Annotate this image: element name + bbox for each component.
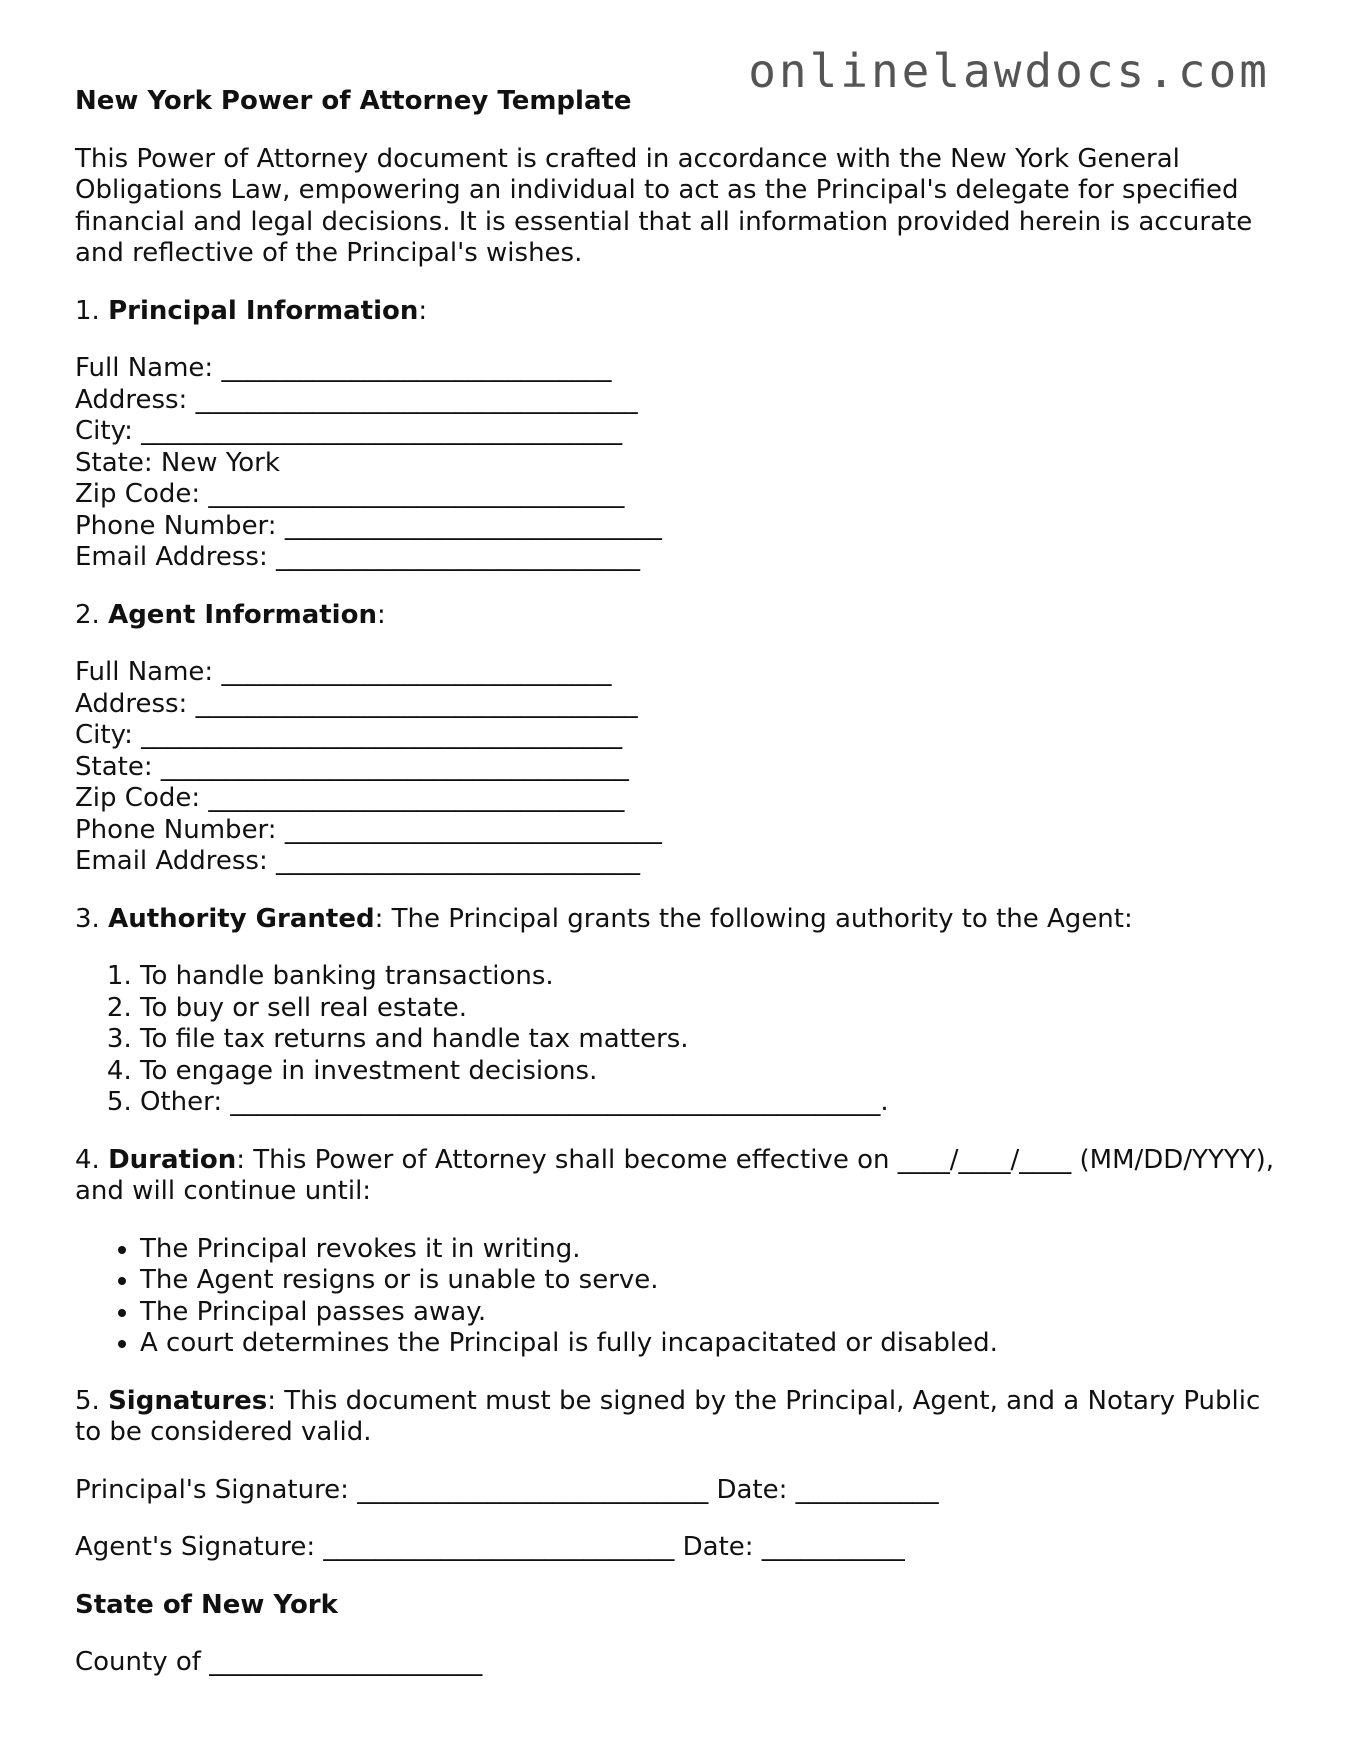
duration-item: • The Principal passes away. <box>140 1297 1285 1329</box>
agent-zip-field[interactable] <box>75 783 1285 815</box>
agent-full-name-field[interactable] <box>75 657 1285 689</box>
field-blank[interactable]: _____________________________________ <box>141 720 623 750</box>
principal-city-field[interactable] <box>75 416 1285 448</box>
field-label: Address: <box>75 384 188 415</box>
agent-phone-field[interactable] <box>75 815 1285 847</box>
field-label: State: <box>75 751 153 782</box>
section-title: Authority Granted <box>108 903 375 934</box>
duration-section-heading <box>75 1145 1285 1208</box>
agent-section-heading <box>75 600 1285 632</box>
principal-fields <box>75 353 1285 574</box>
field-blank[interactable]: ____________________________________ <box>160 751 629 782</box>
heading-colon: : <box>418 295 428 326</box>
authority-list <box>75 961 1285 1119</box>
agent-signature-line[interactable]: Agent's Signature: ___________________________ Date: ___________ <box>75 1532 905 1562</box>
field-label: Phone Number: <box>75 510 277 541</box>
county-line[interactable]: County of _____________________ <box>75 1647 483 1677</box>
section-number: 4. <box>75 1144 100 1175</box>
signatures-section-heading <box>75 1386 1285 1449</box>
principal-full-name-field[interactable] <box>75 353 1285 385</box>
field-blank[interactable]: ______________________________ <box>221 657 612 687</box>
section-text: : This document must be signed by the Principal, Agent, and a Notary Public to be considered valid. <box>75 1385 1261 1447</box>
field-blank[interactable]: _____________________________ <box>284 510 662 541</box>
field-blank[interactable]: _____________________________ <box>284 814 662 845</box>
document-page <box>75 86 1285 1705</box>
section-number: 1. <box>75 295 100 326</box>
field-label: City: <box>75 720 133 750</box>
field-label: Address: <box>75 688 188 719</box>
section-number: 3. <box>75 903 100 934</box>
heading-colon: : <box>376 599 386 630</box>
field-label: Zip Code: <box>75 783 201 813</box>
watermark: onlinelawdocs.com <box>748 44 1270 98</box>
authority-item-tax: 3. To file tax returns and handle tax matters. <box>140 1024 1285 1056</box>
agent-city-field[interactable] <box>75 720 1285 752</box>
field-label: Full Name: <box>75 353 214 383</box>
field-blank[interactable]: ____________________________ <box>275 542 640 572</box>
agent-email-field[interactable] <box>75 846 1285 878</box>
duration-item: • The Agent resigns or is unable to serve. <box>140 1265 1285 1297</box>
principal-phone-field[interactable] <box>75 511 1285 543</box>
principal-section-heading <box>75 296 1285 328</box>
principal-state-field <box>75 448 1285 480</box>
principal-signature-line[interactable]: Principal's Signature: ___________________________ Date: ___________ <box>75 1474 939 1505</box>
field-blank[interactable]: _____________________________________ <box>141 416 623 446</box>
agent-state-field[interactable] <box>75 752 1285 784</box>
notary-state-title: State of New York <box>75 1589 338 1620</box>
field-blank[interactable]: ______________________________ <box>221 353 612 383</box>
principal-address-field[interactable] <box>75 385 1285 417</box>
section-text: : The Principal grants the following authority to the Agent: <box>374 903 1133 934</box>
section-number: 2. <box>75 599 100 630</box>
duration-item: • The Principal revokes it in writing. <box>140 1234 1285 1266</box>
field-label: State: <box>75 447 153 478</box>
field-blank[interactable]: ____________________________ <box>275 846 640 876</box>
authority-item-other[interactable]: 5. Other: __________________________________________________. <box>140 1087 1285 1119</box>
authority-section-heading <box>75 904 1285 936</box>
field-blank[interactable]: ________________________________ <box>208 479 625 509</box>
section-title: Agent Information <box>108 599 377 630</box>
section-title: Duration <box>108 1144 237 1175</box>
duration-list <box>75 1234 1285 1360</box>
field-label: Zip Code: <box>75 479 201 509</box>
field-label: Email Address: <box>75 846 268 876</box>
authority-item-investment: 4. To engage in investment decisions. <box>140 1056 1285 1088</box>
field-value: New York <box>160 447 280 478</box>
section-title: Principal Information <box>108 295 419 326</box>
field-label: Phone Number: <box>75 814 277 845</box>
principal-email-field[interactable] <box>75 542 1285 574</box>
field-blank[interactable]: __________________________________ <box>195 384 638 415</box>
field-blank[interactable]: __________________________________ <box>195 688 638 719</box>
document-title: New York Power of Attorney Template <box>75 86 632 116</box>
agent-address-field[interactable] <box>75 689 1285 721</box>
section-title: Signatures <box>108 1385 268 1416</box>
duration-item: • A court determines the Principal is fully incapacitated or disabled. <box>140 1328 1285 1360</box>
intro-paragraph: This Power of Attorney document is crafted in accordance with the New York General Obligations Law, empowering an individual to act as the Principal's delegate for specified financial and legal decisions. It is essential that all information provided herein is accurate and reflective of the Principal's wishes. <box>75 143 1253 268</box>
section-number: 5. <box>75 1385 100 1416</box>
field-blank[interactable]: ________________________________ <box>208 783 625 813</box>
authority-item-banking: 1. To handle banking transactions. <box>140 961 1285 993</box>
notary-heading <box>75 1590 1285 1622</box>
field-label: Full Name: <box>75 657 214 687</box>
field-label: Email Address: <box>75 542 268 572</box>
authority-item-real-estate: 2. To buy or sell real estate. <box>140 993 1285 1025</box>
principal-zip-field[interactable] <box>75 479 1285 511</box>
agent-fields <box>75 657 1285 878</box>
section-text[interactable]: : This Power of Attorney shall become effective on ____/____/____ (MM/DD/YYYY), and will continue until: <box>75 1144 1275 1206</box>
field-label: City: <box>75 416 133 446</box>
